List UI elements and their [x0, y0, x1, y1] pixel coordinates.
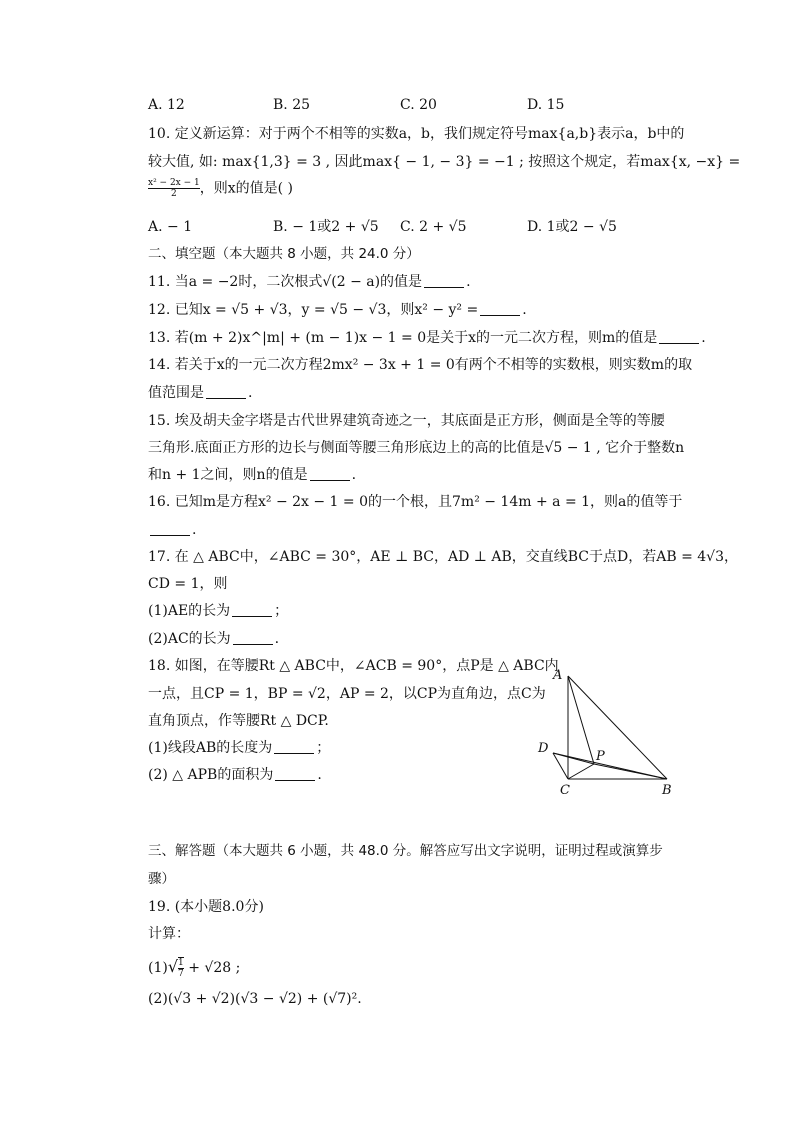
q17-sub1	[148, 601, 288, 621]
q12-text: 12. 已知x = √5 + √3，y = √5 − √3，则x² − y² =	[148, 302, 479, 318]
q10-option-c: C. 2 + √5	[400, 219, 467, 235]
q10-option-a: A. − 1	[148, 219, 193, 235]
segment-CP	[568, 764, 594, 779]
q15-text: 和n + 1之间，则n的值是	[148, 467, 308, 483]
q17-sub2-text: (2)AC的长为	[148, 631, 231, 647]
q11-end: .	[466, 274, 471, 290]
q10-line1: 10. 定义新运算：对于两个不相等的实数a，b，我们规定符号max{a,b}表示a，b中的	[148, 126, 685, 142]
q19-intro: 计算：	[148, 926, 190, 942]
q12	[148, 300, 527, 320]
q19-p1-label: (1)	[148, 960, 168, 976]
q10-option-b: B. − 1或2 + √5	[273, 219, 379, 235]
q17-line2: CD = 1，则	[148, 576, 228, 592]
q19-p1-tail: + √28 ;	[183, 960, 241, 976]
q17-sub1-text: (1)AE的长为	[148, 603, 231, 619]
q17-sub2-blank	[233, 630, 273, 645]
q15-blank	[310, 466, 350, 481]
q18-figure	[530, 660, 680, 800]
q9-option-d: D. 15	[527, 97, 565, 113]
label-B: B	[662, 783, 672, 798]
q13	[148, 328, 706, 348]
label-A: A	[553, 668, 563, 683]
q17-sub1-blank	[232, 602, 272, 617]
q18-sub1-blank	[274, 739, 314, 754]
q17-sub1-end: ；	[274, 603, 289, 619]
q15-line1: 15. 埃及胡夫金字塔是古代世界建筑奇迹之一，其底面是正方形，侧面是全等的等腰	[148, 413, 665, 429]
q16-blank	[150, 521, 190, 536]
q11-blank	[424, 273, 464, 288]
q9-option-a: A. 12	[148, 97, 185, 113]
q19-sqrt-sign: √	[167, 957, 179, 976]
segment-DB	[553, 753, 667, 779]
q18-sub1-text: (1)线段AB的长度为	[148, 740, 273, 756]
q18-sub2-blank	[275, 766, 315, 781]
q18-sub2-text: (2) △ APB的面积为	[148, 767, 274, 783]
q19-title: 19. (本小题8.0分)	[148, 899, 264, 915]
q15-line3	[148, 465, 356, 485]
q17-sub2	[148, 629, 279, 649]
q10-fraction	[148, 178, 200, 199]
q14-blank	[206, 384, 246, 399]
q16-line1: 16. 已知m是方程x² − 2x − 1 = 0的一个根，且7m² − 14m + a = 1，则a的值等于	[148, 494, 683, 510]
q9-option-c: C. 20	[400, 97, 437, 113]
q16-line2	[148, 520, 196, 540]
q17-line1: 17. 在 △ ABC中，∠ABC = 30°，AE ⊥ BC，AD ⊥ AB，交直线BC于点D，若AB = 4√3，	[148, 549, 739, 565]
q10-frac-num: x² − 2x − 1	[148, 178, 200, 188]
q15-line2: 三角形.底面正方形的边长与侧面等腰三角形底边上的高的比值是√5 − 1 , 它介于整数n	[148, 440, 685, 456]
q10-option-d: D. 1或2 − √5	[527, 219, 617, 235]
q13-text: 13. 若(m + 2)x^|m| + (m − 1)x − 1 = 0是关于x的一元二次方程，则m的值是	[148, 330, 658, 346]
q19-p1-den: 7	[178, 969, 184, 979]
q19-part1	[148, 954, 240, 981]
q10-line2: 较大值, 如: max{1,3} = 3 , 因此max{ − 1, − 3} = −1 ; 按照这个规定，若max{x, −x} =	[148, 154, 741, 170]
q18-sub1	[148, 738, 330, 758]
q14-line1: 14. 若关于x的一元二次方程2mx² − 3x + 1 = 0有两个不相等的实数根，则实数m的取	[148, 357, 693, 373]
q10-frac-den: 2	[171, 189, 177, 199]
q19-p1-num: 1	[178, 958, 184, 968]
label-P: P	[596, 749, 605, 764]
q10-line3	[148, 178, 293, 199]
q18-line2: 一点，且CP = 1，BP = √2，AP = 2，以CP为直角边，点C为	[148, 686, 546, 702]
label-C: C	[560, 783, 570, 798]
section2-heading: 二、填空题（本大题共 8 小题，共 24.0 分）	[148, 246, 420, 262]
q13-end: .	[701, 330, 706, 346]
q18-line3: 直角顶点，作等腰Rt △ DCP.	[148, 713, 329, 729]
q12-end: .	[522, 302, 527, 318]
q14-text: 值范围是	[148, 385, 204, 401]
q18-sub1-end: ；	[316, 740, 331, 756]
q15-end: .	[351, 467, 357, 483]
q17-sub2-end: .	[274, 631, 280, 647]
q11-text: 11. 当a = −2时，二次根式√(2 − a)的值是	[148, 274, 423, 290]
q14-line2	[148, 383, 252, 403]
q10-line3-tail: ，则x的值是( )	[199, 180, 294, 197]
section3-heading-line1: 三、解答题（本大题共 6 小题，共 48.0 分。解答应写出文字说明，证明过程或演算步	[148, 843, 663, 859]
section3-heading-line2: 骤）	[148, 871, 175, 887]
label-D: D	[538, 741, 549, 756]
q13-blank	[659, 329, 699, 344]
q12-blank	[480, 301, 520, 316]
q18-line1: 18. 如图，在等腰Rt △ ABC中，∠ACB = 90°，点P是 △ ABC内	[148, 658, 559, 674]
q14-end: .	[248, 385, 253, 401]
q18-sub2-end: .	[317, 767, 322, 783]
q9-option-b: B. 25	[273, 97, 311, 113]
q11	[148, 272, 471, 292]
q19-part2: (2)(√3 + √2)(√3 − √2) + (√7)².	[148, 991, 362, 1007]
q18-sub2	[148, 765, 322, 785]
q16-end: .	[192, 522, 197, 538]
